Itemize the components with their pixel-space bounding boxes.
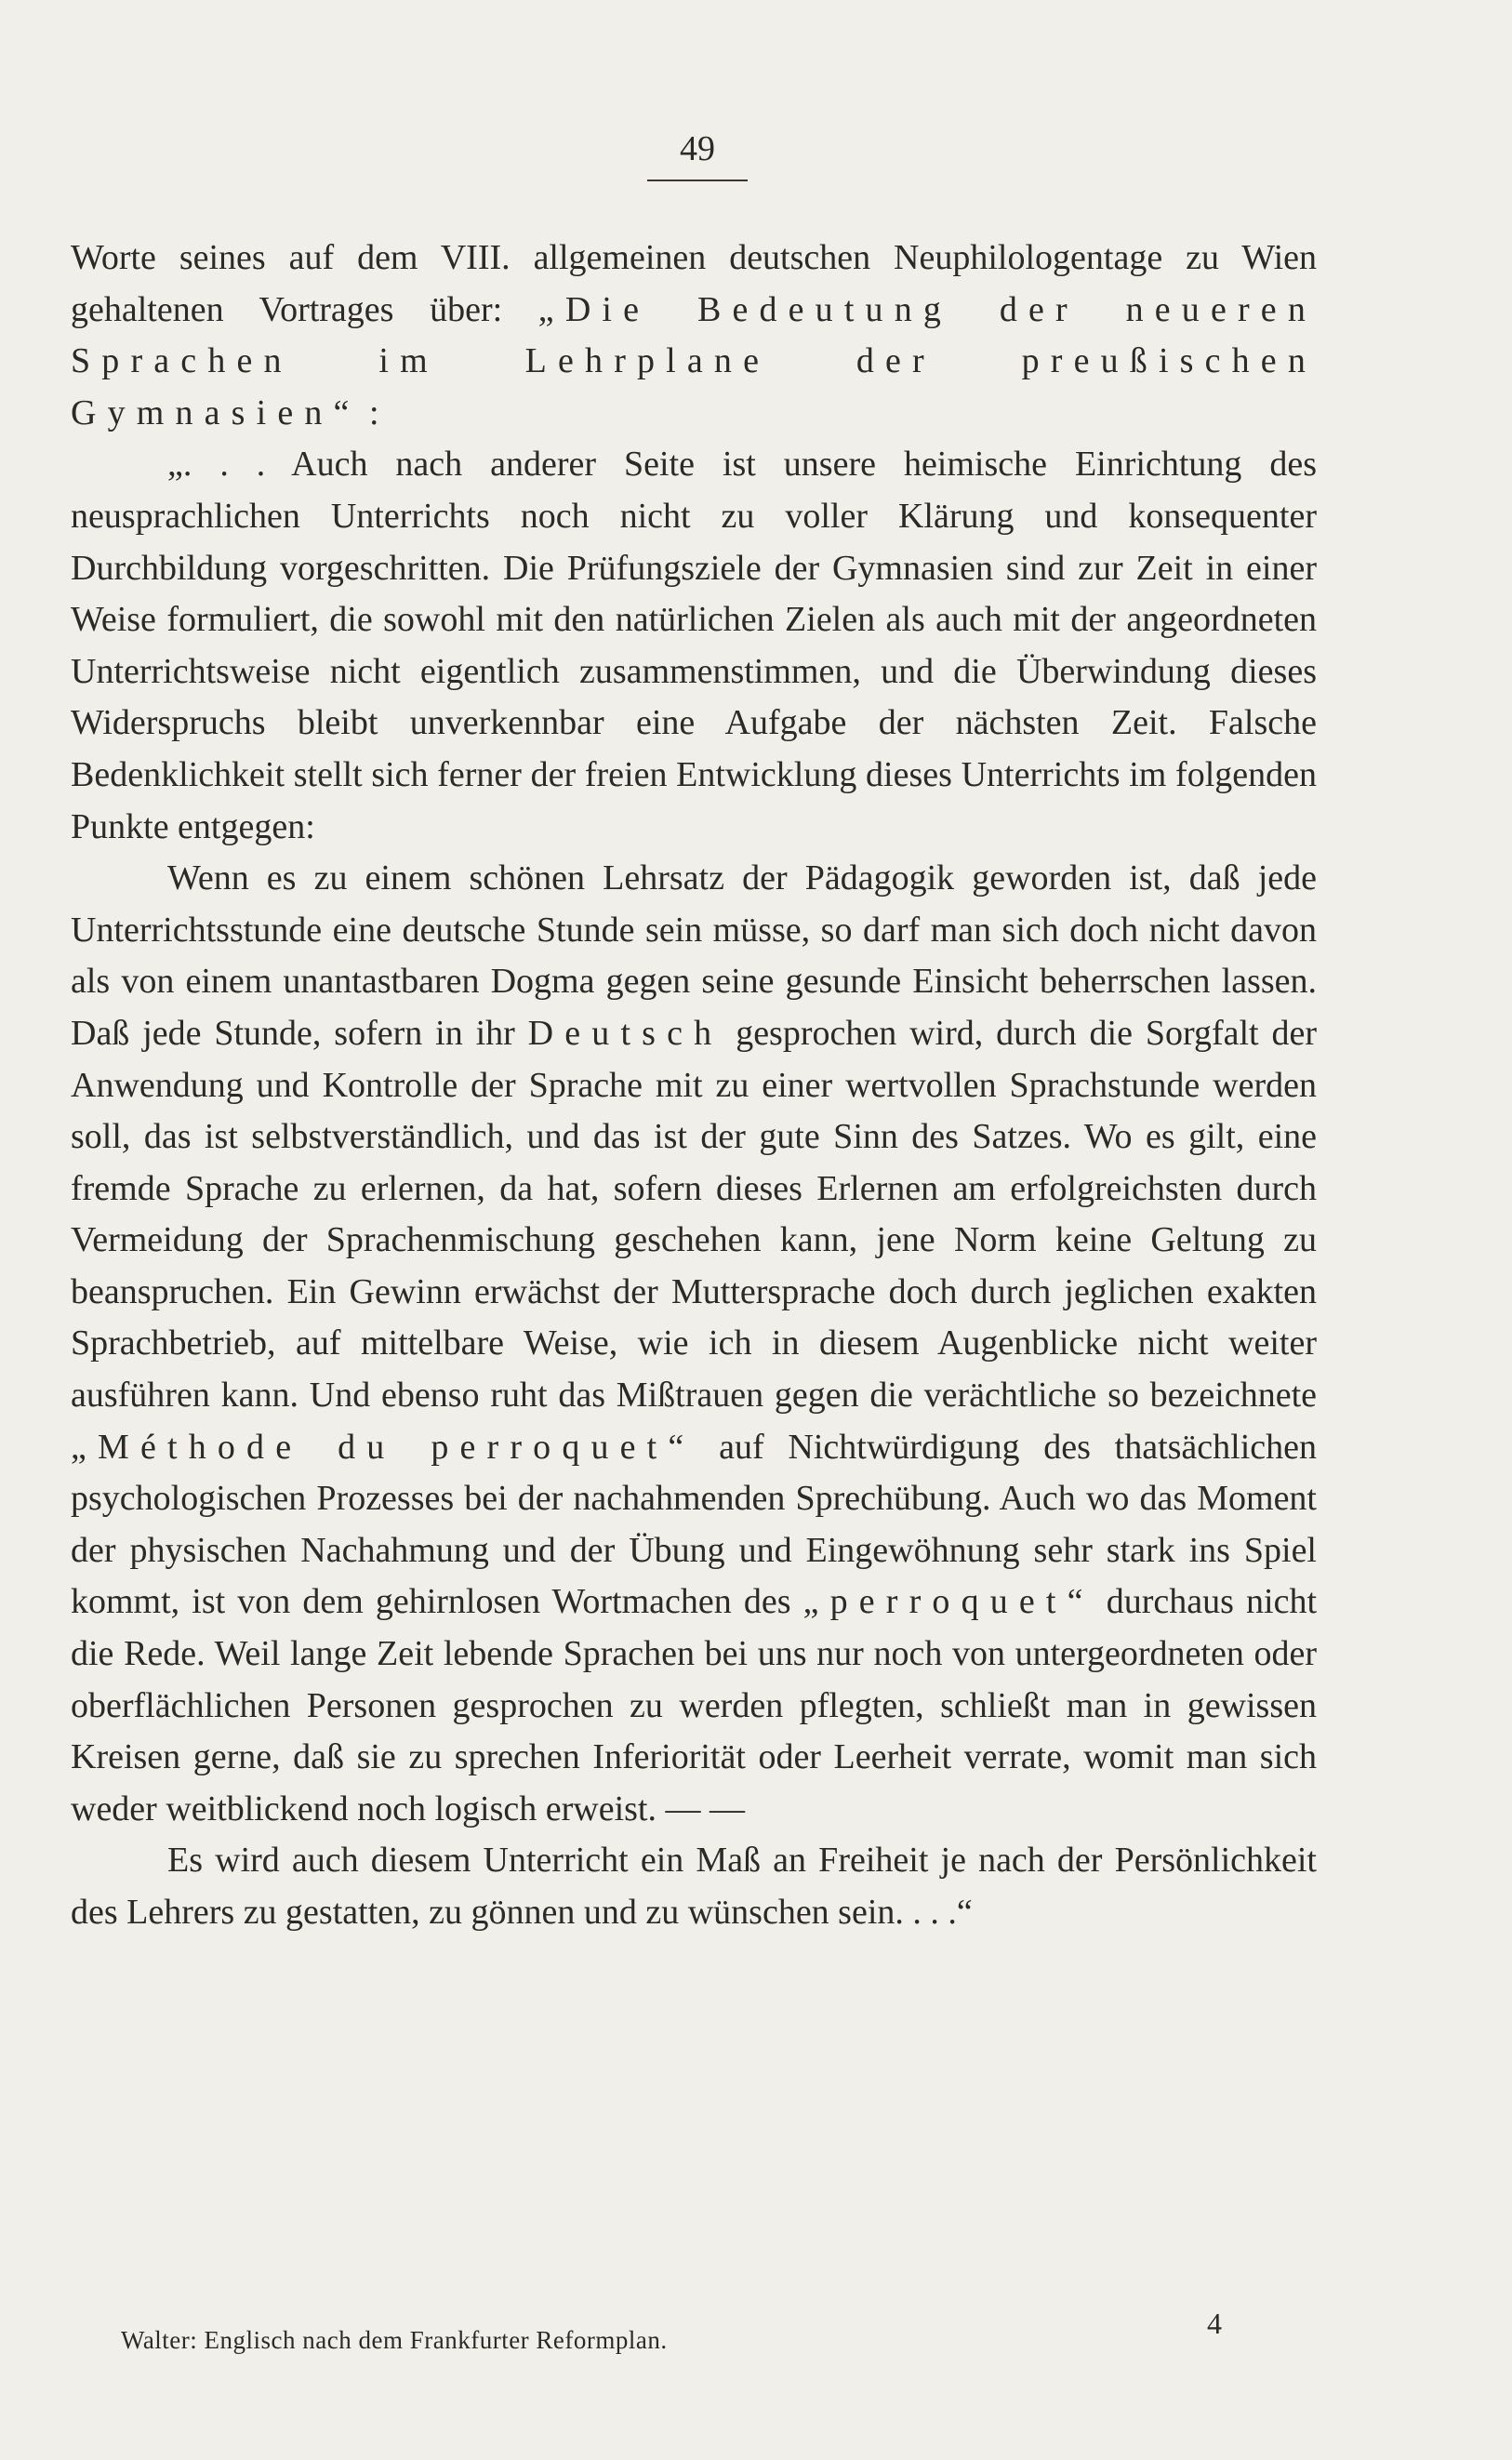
footer-attribution: Walter: Englisch nach dem Frankfurter Reformplan. <box>121 2326 668 2354</box>
quote-paragraph-1: „. . . Auch nach anderer Seite ist unsere heimische Einrichtung des neusprachlichen Unterrichts noch nicht zu voller Klärung und konsequenter Durchbildung vorgeschritten. Die Prüfungsziele der Gymnasien sind zur Zeit in einer Weise formuliert, die sowohl mit den natürlichen Zielen als auch mit der angeordneten Unterrichtsweise nicht eigentlich zusammenstimmen, und die Überwindung dieses Widerspruchs bleibt unverkennbar eine Aufgabe der nächsten Zeit. Falsche Bedenklichkeit stellt sich ferner der freien Entwicklung dieses Unterrichts im folgenden Punkte entgegen: <box>71 445 1317 846</box>
page-number: 49 <box>680 129 715 168</box>
emphasis-methode: „Méthode du perroquet“ <box>71 1427 696 1467</box>
quote-paragraph-3: Es wird auch diesem Unterricht ein Maß an Freiheit je nach der Persönlichkeit des Lehrers zu gestatten, zu gönnen und zu wünschen sein. . . .“ <box>71 1841 1317 1932</box>
page-number-rule <box>647 180 748 181</box>
quote-paragraph-2 <box>71 853 1317 1835</box>
intro-text: Worte seines auf dem VIII. allgemeinen deutschen Neuphilologentage zu Wien gehaltenen Vortrages über: <box>71 238 1317 329</box>
quote-p2-part-c: auf Nichtwürdigung des thatsächlichen psychologischen Prozesses bei der nachahmenden Sprechübung. Auch wo das Moment der physischen Nachahmung und der Übung und Eingewöhnung sehr stark ins Spiel kommt, ist von dem gehirnlosen Wortmachen des <box>71 1427 1317 1622</box>
emphasis-perroquet: „perroquet“ <box>802 1582 1094 1622</box>
intro-end: : <box>360 392 379 432</box>
signature-mark: 4 <box>1207 2307 1222 2340</box>
lecture-title: „Die Bedeutung der neueren Sprachen im Lehrplane der preußischen Gymnasien“ <box>71 289 1317 432</box>
emphasis-deutsch: Deutsch <box>527 1013 723 1053</box>
quote-p2-part-b: gesprochen wird, durch die Sorgfalt der Anwendung und Kontrolle der Sprache mit zu einer wertvollen Sprachstunde werden soll, das ist selbstverständlich, und das ist der gute Sinn des Satzes. Wo es gilt, eine fremde Sprache zu erlernen, da hat, sofern dieses Erlernen am erfolgreichsten durch Vermeidung der Sprachenmischung geschehen kann, jene Norm keine Geltung zu beanspruchen. Ein Gewinn erwächst der Muttersprache doch durch jeglichen exakten Sprachbetrieb, auf mittelbare Weise, wie ich in diesem Augenblicke nicht weiter ausführen kann. Und ebenso ruht das Mißtrauen gegen die verächtliche so bezeichnete <box>71 1013 1317 1416</box>
quote-p2-part-a: Wenn es zu einem schönen Lehrsatz der Pädagogik geworden ist, daß jede Unterrichtsstunde eine deutsche Stunde sein müsse, so darf man sich doch nicht davon als von einem unantastbaren Dogma gegen seine gesunde Einsicht beherrschen lassen. Daß jede Stunde, sofern in ihr <box>71 858 1317 1053</box>
intro-paragraph <box>71 233 1317 439</box>
body-text <box>71 233 1317 1939</box>
quote-p2-part-d: durchaus nicht die Rede. Weil lange Zeit lebende Sprachen bei uns nur noch von untergeordneten oder oberflächlichen Personen gesprochen zu werden pflegten, schließt man in gewissen Kreisen gerne, daß sie zu sprechen Inferiorität oder Leerheit verrate, womit man sich weder weitblickend noch logisch erweist. — — <box>71 1582 1318 1828</box>
